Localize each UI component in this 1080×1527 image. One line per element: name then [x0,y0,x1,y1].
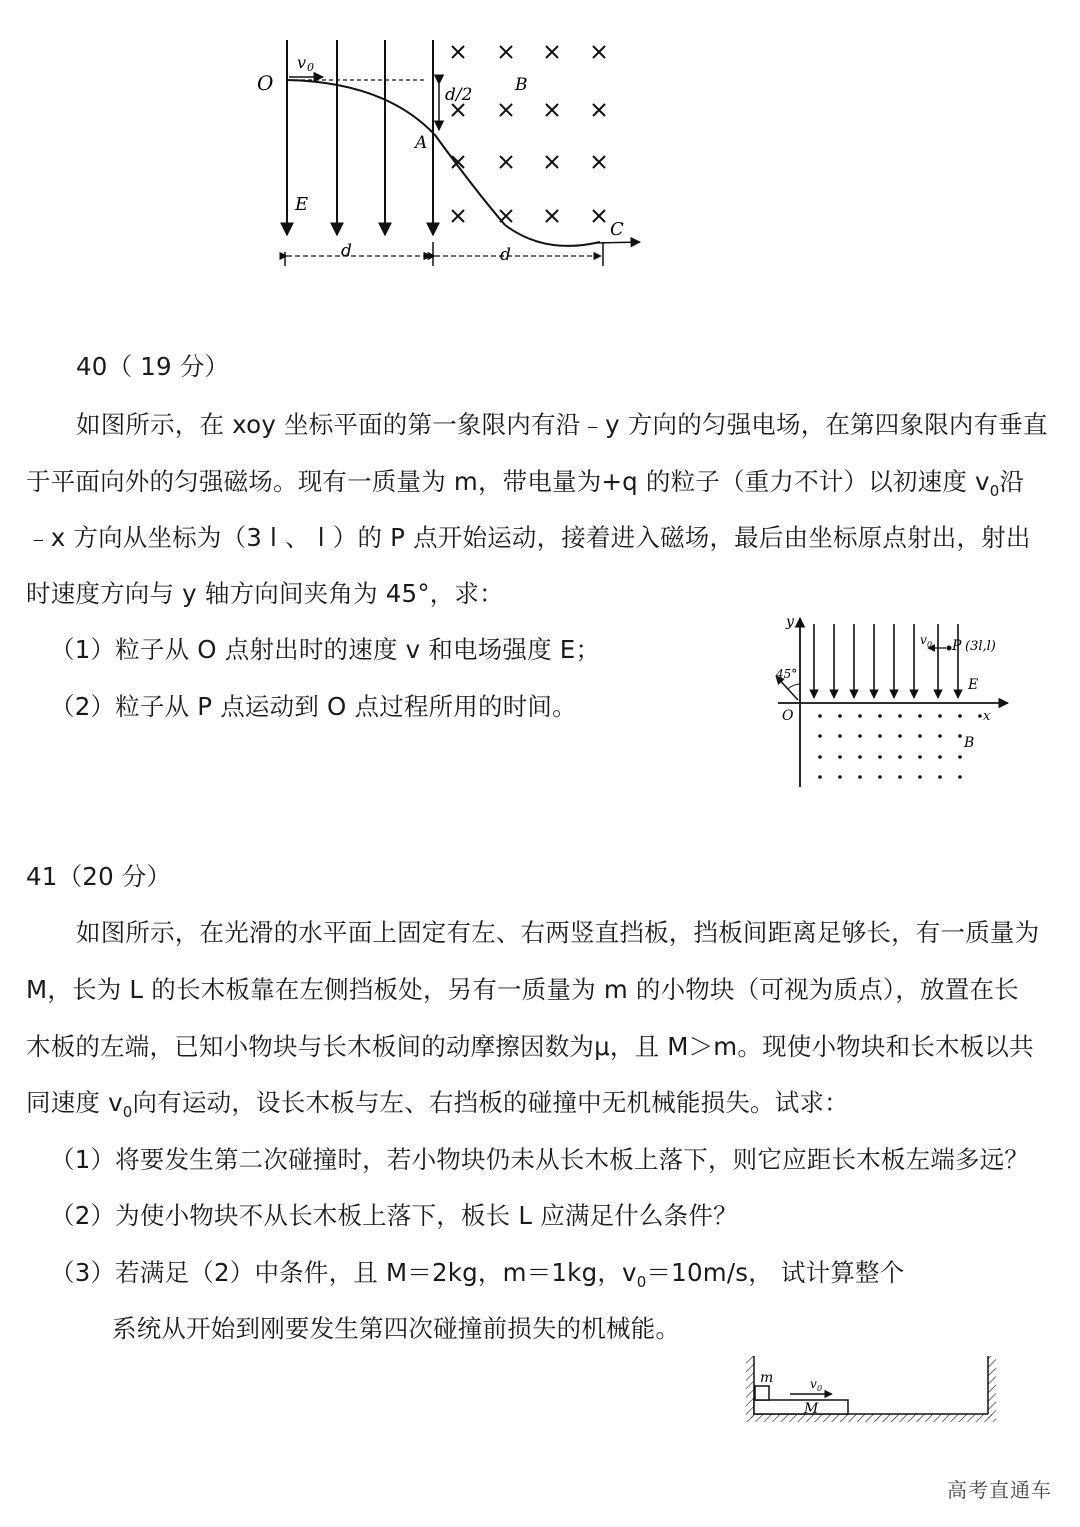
q41-header: 41（20 分） [26,862,172,891]
q41-subquestion-3: （3）若满足（2）中条件，且 M＝2kg，m＝1kg，$v_0=10m/s$， 试计算整个 [50,1258,905,1291]
q40-text-line-2: 于平面向外的匀强磁场。现有一质量为 m，带电量为+q 的粒子（重力不计）以初速度 $v_0$沿 [26,467,1025,500]
q41-subquestion-2: （2）为使小物块不从长木板上落下，板长 L 应满足什么条件？ [50,1201,738,1230]
q41-figure [740,1352,1010,1432]
axis-y-label: y [786,614,794,630]
q41-text-line-2: M，长为 L 的长木板靠在左侧挡板处，另有一质量为 m 的小物块（可视为质点），放置在长 [26,975,1019,1004]
axis-x-label: x [983,709,991,724]
label-B: B [515,75,528,95]
B-label: B [964,735,975,751]
m-label: m [760,1370,774,1386]
label-v0: v [297,53,307,72]
label-A: A [415,133,428,153]
q40-text-line-4: 时速度方向与 y 轴方向间夹角为 45°，求： [26,579,504,608]
label-C: C [610,219,624,240]
svg-text:0: 0 [817,1384,823,1393]
top-field-figure [245,30,665,280]
q41-subquestion-1: （1）将要发生第二次碰撞时，若小物块仍未从长木板上落下，则它应距长木板左端多远？ [50,1145,1030,1174]
svg-text:0: 0 [927,640,933,649]
svg-text:0: 0 [307,61,314,74]
watermark: 高考直通车 [947,1478,1052,1502]
label-d-right: d [500,245,511,265]
q40-subquestion-2: （2）粒子从 P 点运动到 O 点过程所用的时间。 [50,692,577,721]
label-d-half: d/2 [445,85,473,105]
M-label: M [804,1401,819,1417]
q41-text-line-3: 木板的左端，已知小物块与长木板间的动摩擦因数为μ，且 M＞m。现使小物块和长木板以共 [26,1032,1034,1061]
q40-text-line-1: 如图所示，在 xoy 坐标平面的第一象限内有沿﹣y 方向的匀强电场，在第四象限内有垂直 [76,410,1048,439]
label-O: O [257,71,274,95]
q41-subquestion-3-cont: 系统从开始到刚要发生第四次碰撞前损失的机械能。 [112,1314,681,1343]
O-label: O [782,708,794,724]
angle-label: 45° [776,667,798,681]
q40-subquestion-1: （1）粒子从 O 点射出时的速度 v 和电场强度 E； [50,635,601,664]
magnetic-field-crosses [452,46,605,222]
v0-label: v [920,633,927,647]
q40-text-line-3: ﹣x 方向从坐标为（3 l 、 l ）的 P 点开始运动，接着进入磁场，最后由坐标原点射出，射出 [26,523,1031,552]
E-label: E [968,677,979,693]
label-d-left: d [341,241,352,261]
q40-header: 40（ 19 分） [76,352,230,381]
label-E: E [295,194,309,215]
P-label: P [952,638,962,654]
q41-text-line-4: 同速度 $v_0$向有运动，设长木板与左、右挡板的碰撞中无机械能损失。试求： [26,1088,849,1121]
q41-text-line-1: 如图所示，在光滑的水平面上固定有左、右两竖直挡板，挡板间距离足够长，有一质量为 [76,918,1040,947]
v0-label: v [810,1377,817,1391]
q40-figure [768,612,1013,792]
magnetic-field-dots [818,714,982,779]
P-coord: (3l,l) [965,639,996,654]
